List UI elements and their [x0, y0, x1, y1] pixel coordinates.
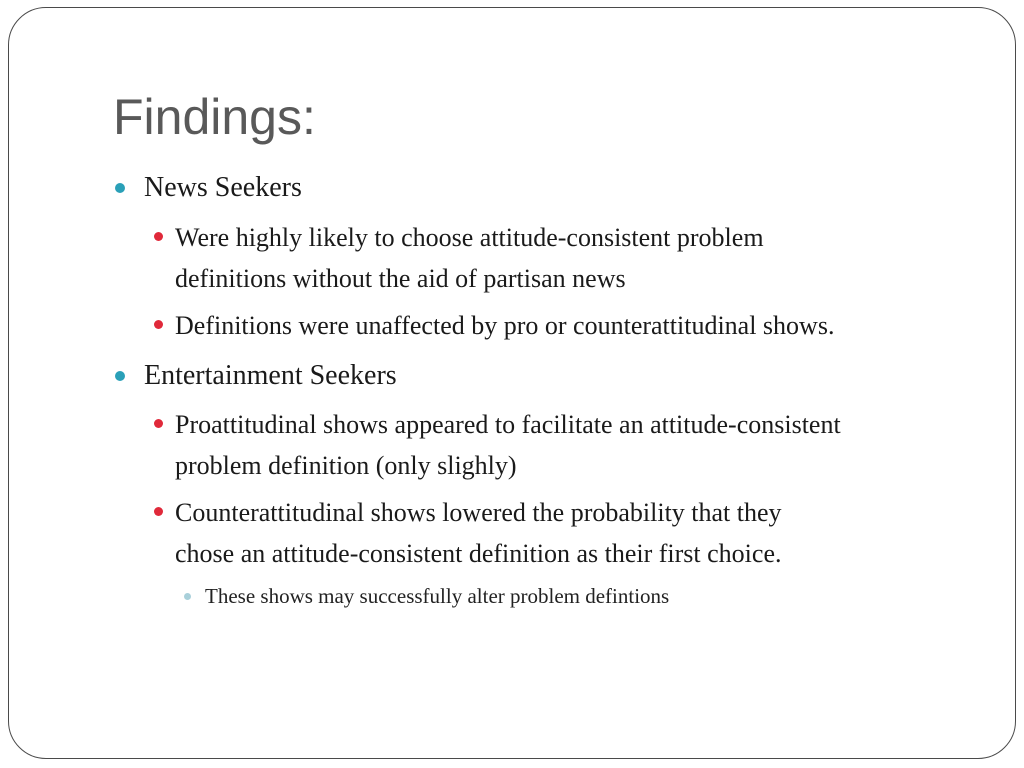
bullet-line: Definitions were unaffected by pro or counterattitudinal shows. [175, 311, 835, 340]
bullet-line: Proattitudinal shows appeared to facilitate an attitude-consistent [175, 410, 841, 439]
bullet-line: chose an attitude-consistent definition as their first choice. [175, 539, 782, 568]
bullet-dot-icon [115, 183, 125, 193]
slide-title: Findings: [113, 89, 316, 145]
subbullet-highly-likely [175, 217, 764, 299]
bullet-line: Counterattitudinal shows lowered the probability that they [175, 498, 782, 527]
section-heading: Entertainment Seekers [144, 360, 397, 391]
subsubbullet-alter-definitions [205, 583, 669, 610]
subbullet-unaffected [175, 305, 834, 346]
bullet-line: problem definition (only slighly) [175, 451, 517, 480]
bullet-dot-icon [154, 232, 163, 241]
bullet-dot-icon [115, 371, 125, 381]
bullet-dot-icon [154, 419, 163, 428]
bullet-news-seekers [144, 171, 302, 205]
subbullet-proattitudinal [175, 404, 841, 486]
bullet-line: definitions without the aid of partisan news [175, 264, 626, 293]
bullet-entertainment-seekers [144, 359, 397, 393]
bullet-dot-icon [154, 320, 163, 329]
bullet-dot-icon [184, 593, 191, 600]
section-heading: News Seekers [144, 172, 302, 203]
bullet-line: Were highly likely to choose attitude-consistent problem [175, 223, 764, 252]
bullet-line: These shows may successfully alter problem defintions [205, 584, 670, 608]
subbullet-counterattitudinal [175, 492, 782, 574]
bullet-dot-icon [154, 507, 163, 516]
